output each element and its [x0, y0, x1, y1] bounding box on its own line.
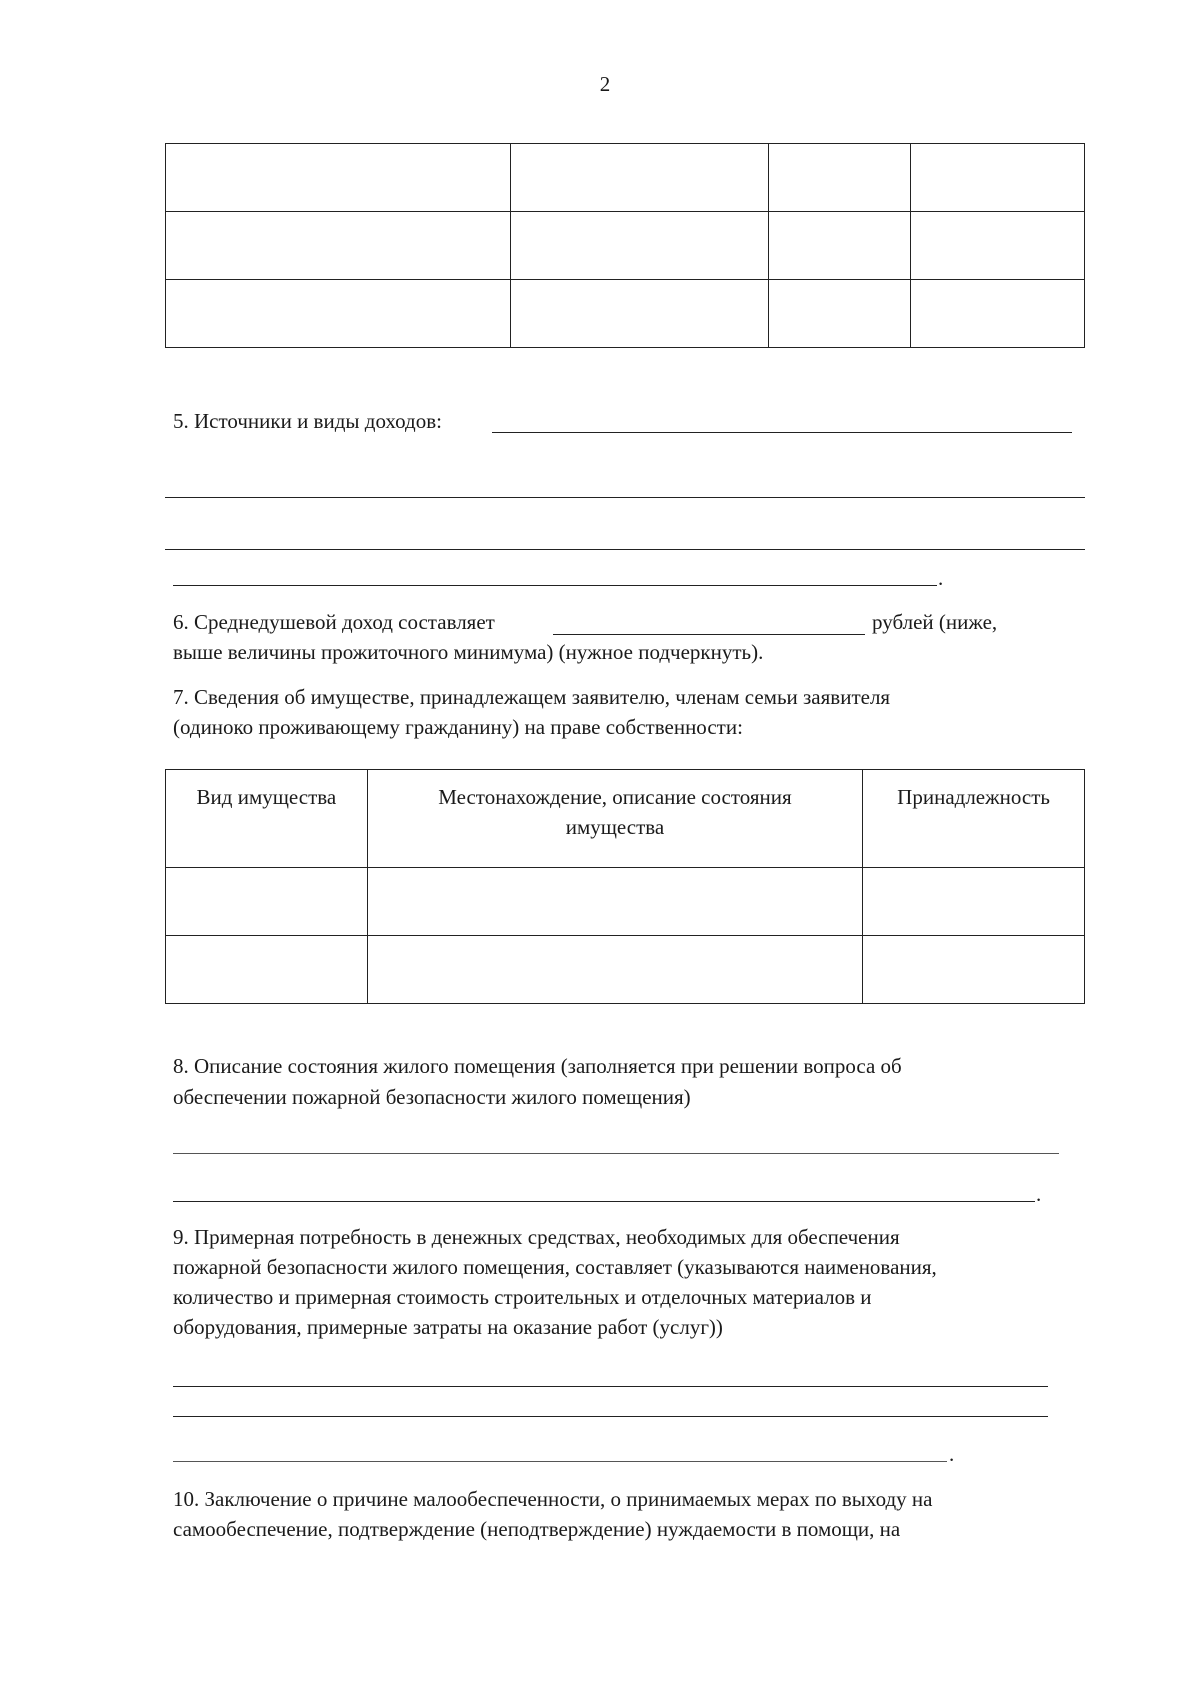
housing-condition-line-1[interactable]	[173, 1153, 1059, 1154]
housing-condition-line-2[interactable]	[173, 1201, 1035, 1202]
avg-income-field[interactable]	[553, 634, 865, 635]
table-cell[interactable]	[367, 868, 862, 936]
funds-need-line-3[interactable]	[173, 1461, 947, 1462]
table-cell[interactable]	[769, 144, 911, 212]
section-9-line-1: 9. Примерная потребность в денежных средствах, необходимых для обеспечения	[173, 1225, 900, 1249]
section-9-line-4: оборудования, примерные затраты на оказание работ (услуг))	[173, 1315, 723, 1339]
period: .	[1036, 1182, 1042, 1206]
section-7-line-1: 7. Сведения об имуществе, принадлежащем заявителю, членам семьи заявителя	[173, 685, 891, 709]
income-sources-line-2[interactable]	[165, 497, 1085, 498]
table-cell[interactable]	[510, 144, 769, 212]
section-8-line-2: обеспечении пожарной безопасности жилого помещения)	[173, 1085, 691, 1109]
header-location-description: Местонахождение, описание состояния имущества	[367, 770, 862, 868]
section-9-line-3: количество и примерная стоимость строительных и отделочных материалов и	[173, 1285, 872, 1309]
section-7-line-2: (одиноко проживающему гражданину) на праве собственности:	[173, 715, 743, 739]
section-6-line-2: выше величины прожиточного минимума) (нужное подчеркнуть).	[173, 640, 764, 664]
table-cell[interactable]	[911, 144, 1085, 212]
section-10-line-1: 10. Заключение о причине малообеспеченности, о принимаемых мерах по выходу на	[173, 1487, 933, 1511]
table-cell[interactable]	[911, 280, 1085, 348]
top-table	[165, 143, 1085, 348]
table-cell[interactable]	[863, 868, 1085, 936]
period: .	[949, 1442, 955, 1466]
table-cell[interactable]	[166, 936, 368, 1004]
header-ownership: Принадлежность	[863, 770, 1085, 868]
period: .	[938, 566, 944, 590]
header-property-type: Вид имущества	[166, 770, 368, 868]
table-cell[interactable]	[510, 212, 769, 280]
table-cell[interactable]	[166, 280, 511, 348]
table-cell[interactable]	[863, 936, 1085, 1004]
table-row	[166, 144, 1085, 212]
section-9-line-2: пожарной безопасности жилого помещения, составляет (указываются наименования,	[173, 1255, 937, 1279]
table-cell[interactable]	[367, 936, 862, 1004]
table-cell[interactable]	[510, 280, 769, 348]
table-cell[interactable]	[166, 144, 511, 212]
table-cell[interactable]	[769, 212, 911, 280]
section-8-line-1: 8. Описание состояния жилого помещения (заполняется при решении вопроса об	[173, 1054, 902, 1078]
table-row	[166, 936, 1085, 1004]
section-6-line-1a: 6. Среднедушевой доход составляет	[173, 610, 495, 634]
income-sources-line-3[interactable]	[165, 549, 1085, 550]
section-10-line-2: самообеспечение, подтверждение (неподтверждение) нуждаемости в помощи, на	[173, 1517, 901, 1541]
property-table	[165, 769, 1085, 1004]
table-header-row	[166, 770, 1085, 868]
page-number: 2	[599, 72, 611, 96]
section-5-label: 5. Источники и виды доходов:	[173, 409, 442, 433]
income-sources-field[interactable]	[492, 432, 1072, 433]
table-cell[interactable]	[911, 212, 1085, 280]
table-row	[166, 212, 1085, 280]
table-cell[interactable]	[166, 212, 511, 280]
funds-need-line-2[interactable]	[173, 1416, 1048, 1417]
table-cell[interactable]	[769, 280, 911, 348]
income-sources-line-4[interactable]	[173, 585, 937, 586]
section-6-line-1b: рублей (ниже,	[872, 610, 998, 634]
table-row	[166, 280, 1085, 348]
table-cell[interactable]	[166, 868, 368, 936]
funds-need-line-1[interactable]	[173, 1386, 1048, 1387]
table-row	[166, 868, 1085, 936]
